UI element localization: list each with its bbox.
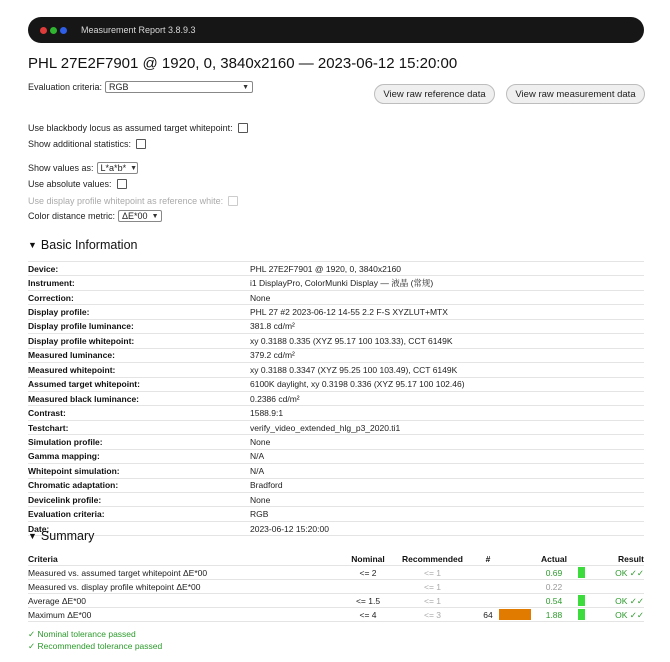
nominal-cell: <= 1.5 [355,596,381,606]
info-value: xy 0.3188 0.3347 (XYZ 95.25 100 103.49), CCT 6149K [250,364,458,375]
profile-whitepoint-label: Use display profile whitepoint as reference white: [28,196,224,206]
chevron-down-icon: ▼ [242,83,250,91]
status-bar [578,609,585,620]
chevron-down-icon: ▼ [130,164,138,172]
info-row [28,363,644,377]
absolute-values-row [28,179,127,189]
info-key: Devicelink profile: [28,494,102,505]
additional-stats-row [28,139,146,149]
info-value: N/A [250,451,265,462]
actual-cell: 0.54 [545,596,563,606]
view-reference-button[interactable]: View raw reference data [374,84,495,104]
info-row [28,507,644,521]
info-row [28,450,644,464]
info-row [28,406,644,420]
info-value: 1588.9:1 [250,408,284,419]
show-values-select[interactable] [97,162,138,174]
view-measurement-button[interactable]: View raw measurement data [506,84,645,104]
summary-row [28,608,644,622]
evaluation-criteria-value: RGB [109,82,129,92]
info-row [28,320,644,334]
info-key: Display profile: [28,307,90,318]
header-nominal: Nominal [351,554,385,564]
show-values-label: Show values as: [28,163,94,173]
info-key: Measured luminance: [28,350,115,361]
info-key: Measured whitepoint: [28,364,116,375]
nominal-cell: <= 2 [359,568,377,578]
additional-stats-checkbox[interactable] [136,139,146,149]
info-row [28,276,644,290]
window-titlebar [28,17,644,43]
info-row [28,493,644,507]
info-row [28,479,644,493]
info-row [28,421,644,435]
status-bar [578,567,585,578]
header-actual: Actual [541,554,567,564]
summary-table [28,552,644,622]
profile-whitepoint-row [28,196,238,206]
info-value: verify_video_extended_hlg_p3_2020.ti1 [250,422,401,433]
actual-cell: 0.69 [545,568,563,578]
info-row [28,305,644,319]
info-key: Measured black luminance: [28,393,140,404]
basic-info-heading[interactable] [28,238,138,252]
info-value: 381.8 cd/m² [250,321,295,332]
additional-stats-label: Show additional statistics: [28,139,132,149]
info-key: Evaluation criteria: [28,509,105,520]
status-bar [578,595,585,606]
criteria-cell: Measured vs. assumed target whitepoint ΔE*00 [28,568,208,578]
info-row [28,378,644,392]
profile-whitepoint-checkbox [228,196,238,206]
absolute-values-label: Use absolute values: [28,179,112,189]
evaluation-criteria-select[interactable] [105,81,253,93]
recommended-passed-text: ✓ Recommended tolerance passed [28,641,163,651]
recommended-cell: <= 3 [423,610,442,620]
minimize-dot-icon[interactable] [60,27,67,34]
actual-cell: 1.88 [545,610,563,620]
header-criteria: Criteria [28,554,58,564]
info-value: 6100K daylight, xy 0.3198 0.336 (XYZ 95.17 100 102.46) [250,379,465,390]
info-value: Bradford [250,480,283,491]
recommended-cell: <= 1 [423,596,442,606]
info-row [28,435,644,449]
maximize-dot-icon[interactable] [50,27,57,34]
info-value: None [250,436,271,447]
info-value: 379.2 cd/m² [250,350,295,361]
info-value: 2023-06-12 15:20:00 [250,523,329,534]
blackbody-checkbox[interactable] [238,123,248,133]
info-key: Chromatic adaptation: [28,480,119,491]
summary-row [28,580,644,594]
color-metric-row [28,210,162,222]
recommended-cell: <= 1 [423,582,442,592]
info-row [28,349,644,363]
info-value: 0.2386 cd/m² [250,393,300,404]
summary-heading-text: Summary [40,529,95,543]
info-value: RGB [250,509,269,520]
header-count: # [485,554,491,564]
result-cell: OK ✓✓ [615,610,644,620]
summary-header-row [28,552,644,566]
info-value: None [250,292,271,303]
header-recommended: Recommended [402,554,463,564]
info-key: Display profile whitepoint: [28,335,135,346]
color-metric-select[interactable] [118,210,162,222]
info-key: Testchart: [28,422,69,433]
summary-heading[interactable] [28,529,94,543]
blackbody-row [28,123,248,133]
header-result: Result [618,554,644,564]
info-value: N/A [250,465,265,476]
info-value: PHL 27E2F7901 @ 1920, 0, 3840x2160 [250,263,402,274]
show-values-value: L*a*b* [100,163,127,173]
blackbody-label: Use blackbody locus as assumed target whitepoint: [28,123,233,133]
info-value: xy 0.3188 0.335 (XYZ 95.17 100 103.33), CCT 6149K [250,335,453,346]
criteria-cell: Average ΔE*00 [28,596,86,606]
info-value: PHL 27 #2 2023-06-12 14-55 2.2 F-S XYZLUT+MTX [250,307,448,318]
summary-row [28,594,644,608]
nominal-cell: <= 4 [359,610,377,620]
actual-cell: 0.22 [545,582,563,592]
info-key: Contrast: [28,408,66,419]
info-key: Correction: [28,292,74,303]
info-row [28,261,644,276]
info-row [28,464,644,478]
summary-row [28,566,644,580]
result-cell: OK ✓✓ [615,596,644,606]
triangle-down-icon: ▼ [28,531,37,541]
info-key: Simulation profile: [28,436,103,447]
nominal-passed-text: ✓ Nominal tolerance passed [28,629,136,639]
triangle-down-icon: ▼ [28,240,37,250]
result-cell: OK ✓✓ [615,568,644,578]
absolute-values-checkbox[interactable] [117,179,127,189]
count-cell: 64 [483,610,493,620]
info-key: Gamma mapping: [28,451,100,462]
info-row [28,334,644,348]
info-key: Whitepoint simulation: [28,465,120,476]
window-title: Measurement Report 3.8.9.3 [81,25,196,35]
info-key: Assumed target whitepoint: [28,379,140,390]
chevron-down-icon: ▼ [151,212,159,220]
report-title: PHL 27E2F7901 @ 1920, 0, 3840x2160 — 2023-06-12 15:20:00 [28,55,458,72]
close-dot-icon[interactable] [40,27,47,34]
info-row [28,392,644,406]
info-row [28,291,644,305]
info-row [28,522,644,536]
info-key: Date: [28,523,50,534]
criteria-cell: Measured vs. display profile whitepoint ΔE*00 [28,582,201,592]
count-bar [499,609,531,620]
evaluation-criteria-label: Evaluation criteria: [28,82,103,92]
recommended-cell: <= 1 [423,568,442,578]
info-value: None [250,494,271,505]
info-key: Device: [28,263,59,274]
info-key: Display profile luminance: [28,321,134,332]
show-values-row [28,162,138,174]
basic-info-heading-text: Basic Information [40,238,138,252]
evaluation-criteria-row [28,81,253,93]
color-metric-label: Color distance metric: [28,211,116,221]
color-metric-value: ΔE*00 [122,211,148,221]
basic-info-table [28,261,644,536]
criteria-cell: Maximum ΔE*00 [28,610,92,620]
info-key: Instrument: [28,278,75,289]
info-value: i1 DisplayPro, ColorMunki Display — 液晶 (常规) [250,278,434,289]
